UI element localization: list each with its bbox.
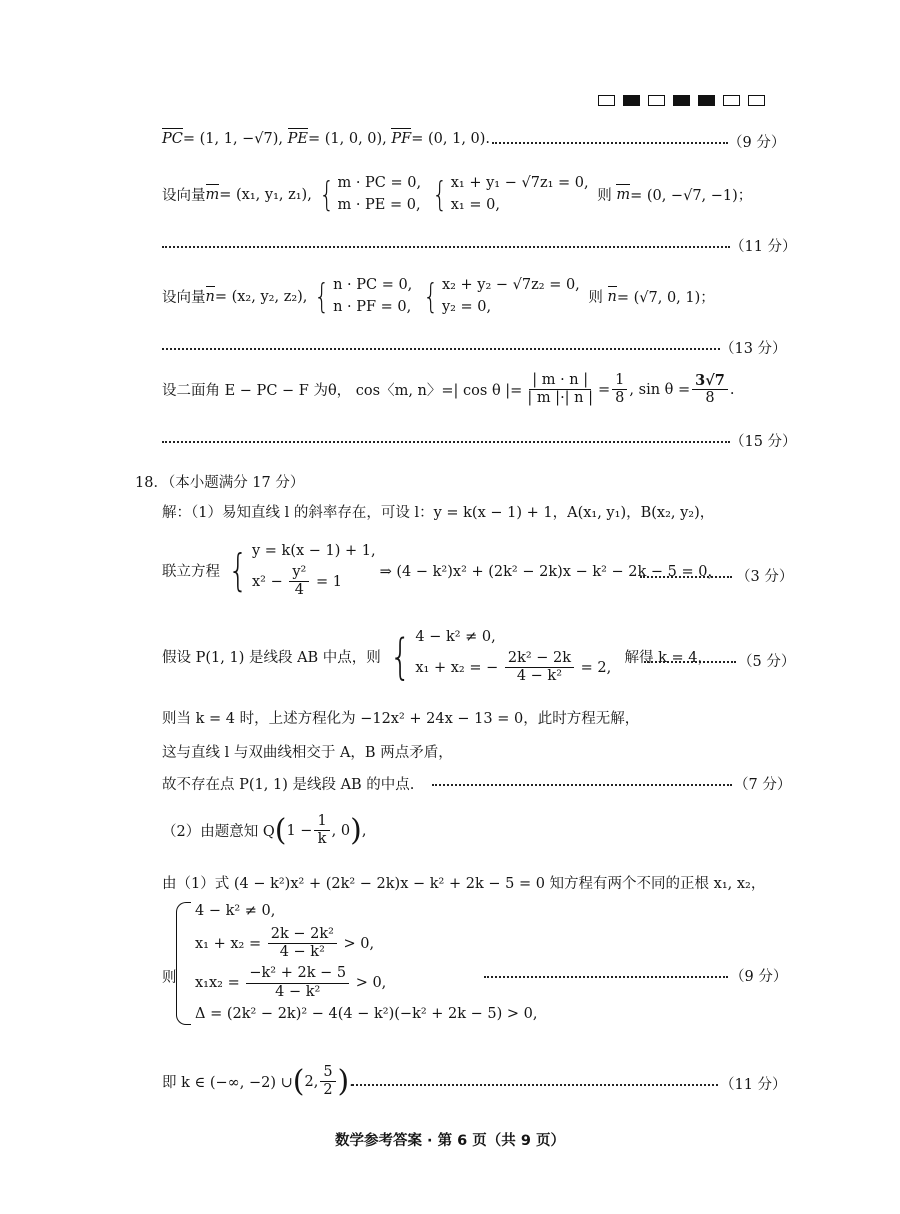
score-label: （11 分） bbox=[720, 1077, 787, 1093]
fraction-denominator: | m |·| n | bbox=[527, 390, 594, 407]
equation-system: { x₁ + y₁ − √7z₁ = 0, x₁ = 0, bbox=[432, 174, 589, 215]
text: 设向量 bbox=[162, 188, 206, 205]
equation-line: x₁ = 0, bbox=[450, 196, 500, 213]
fraction bbox=[320, 1064, 335, 1100]
text: ⇒ (4 − k²)x² + (2k² − 2k)x − k² − 2k − 5 = 0， bbox=[379, 564, 722, 581]
text: x² − bbox=[252, 573, 288, 590]
q17-normal-n-line bbox=[162, 276, 715, 317]
marker-square bbox=[648, 95, 665, 106]
q18-contradiction: 这与直线 l 与双曲线相交于 A，B 两点矛盾， bbox=[162, 745, 453, 761]
fraction bbox=[246, 965, 349, 1001]
text: 则 bbox=[597, 188, 612, 205]
fraction-numerator: 1 bbox=[314, 813, 329, 831]
vec-pc-value: = (1, 1, −√7), bbox=[182, 131, 284, 147]
q18-k-range: 即 k ∈ (−∞, −2) ∪ ( 2, $\frac{5}{2}$ ) . bbox=[162, 1063, 354, 1099]
q18-part1-setup: 解：（1）易知直线 l 的斜率存在，可设 l：y = k(x − 1) + 1，A(x₁, y₁)，B(x₂, y₂)， bbox=[162, 505, 715, 521]
equation-line: y = k(x − 1) + 1, bbox=[252, 543, 376, 559]
equation-line: 4 − k² ≠ 0, bbox=[415, 629, 496, 645]
score-label: （9 分） bbox=[730, 969, 788, 985]
equation-line: Δ = (2k² − 2k)² − 4(4 − k²)(−k² + 2k − 5) > 0, bbox=[195, 1006, 538, 1023]
text: , 0 bbox=[331, 822, 351, 839]
leader-dots bbox=[162, 441, 730, 443]
vec-pf: PF bbox=[391, 131, 412, 147]
fraction-numerator: y² bbox=[289, 564, 309, 582]
equation-line bbox=[252, 564, 376, 600]
text: = (x₁, y₁, z₁), bbox=[219, 186, 312, 203]
score-label: （13 分） bbox=[720, 341, 787, 357]
vec-m: m bbox=[616, 186, 631, 203]
score-label: （15 分） bbox=[730, 434, 797, 450]
text: 则 bbox=[588, 290, 603, 307]
fraction-numerator: 1 bbox=[612, 372, 627, 390]
equation-line bbox=[195, 926, 538, 962]
fraction-denominator: 8 bbox=[705, 390, 715, 407]
q18-positive-roots-condition: 由（1）式 (4 − k²)x² + (2k² − 2k)x − k² + 2k − 5 = 0 知方程有两个不同的正根 x₁, x₂， bbox=[162, 876, 766, 892]
fraction-numerator: | m · n | bbox=[529, 372, 591, 390]
equation-system: { n · PC = 0, n · PF = 0, bbox=[314, 276, 413, 317]
vec-pf-value: = (0, 1, 0). bbox=[411, 131, 491, 147]
text: = (0, −√7, −1)； bbox=[630, 188, 753, 205]
text: 设二面角 E − PC − F 为θ， bbox=[162, 383, 352, 400]
text: 联立方程 bbox=[162, 564, 220, 581]
marker-square bbox=[598, 95, 615, 106]
leader-dots bbox=[644, 661, 736, 663]
text: = bbox=[598, 381, 611, 398]
equation-line: x₁ + y₁ − √7z₁ = 0, bbox=[450, 175, 589, 191]
fraction-denominator: 4 − k² bbox=[275, 983, 321, 1000]
text: = (x₂, y₂, z₂), bbox=[214, 288, 308, 305]
text: 则 bbox=[162, 970, 177, 986]
fraction-denominator: k bbox=[317, 831, 327, 848]
fraction bbox=[692, 372, 728, 408]
text: x₁ + x₂ = bbox=[195, 935, 266, 952]
marker-square bbox=[698, 95, 715, 106]
q18-midpoint-assumption bbox=[162, 628, 712, 685]
marker-square bbox=[723, 95, 740, 106]
leader-dots bbox=[162, 348, 720, 350]
leader-dots bbox=[492, 142, 728, 144]
equation-system bbox=[162, 902, 538, 1025]
text: = 1 bbox=[315, 573, 342, 590]
equation-system: { y = k(x − 1) + 1, x² − $\frac{\text{y²}}{4}$ = 1 bbox=[228, 543, 376, 598]
text: . bbox=[349, 1073, 354, 1090]
marker-square bbox=[623, 95, 640, 106]
equation-system: { m · PC = 0, m · PE = 0, bbox=[319, 174, 422, 215]
text: , sin θ = bbox=[629, 381, 691, 398]
text: . bbox=[729, 381, 735, 398]
fraction-denominator: 8 bbox=[615, 390, 625, 407]
fraction-numerator: 2k² − 2k bbox=[505, 650, 574, 668]
fraction bbox=[524, 372, 596, 408]
equation-line bbox=[195, 965, 538, 1001]
q18-heading: 18．（本小题满分 17 分） bbox=[135, 475, 305, 491]
fraction-numerator: −k² + 2k − 5 bbox=[246, 965, 349, 983]
text: 解得 k = 4， bbox=[624, 650, 712, 667]
fraction-numerator: 3√7 bbox=[692, 372, 728, 390]
leader-dots bbox=[484, 976, 728, 978]
score-label: （3 分） bbox=[736, 569, 794, 585]
q17-vectors-line bbox=[162, 131, 490, 147]
equation-line: n · PF = 0, bbox=[333, 298, 412, 315]
score-label: （11 分） bbox=[730, 239, 797, 255]
q18-simultaneous-line bbox=[162, 542, 722, 599]
equation-line bbox=[415, 650, 611, 686]
text: （2）由题意知 Q bbox=[162, 824, 275, 841]
text: = 2, bbox=[580, 659, 612, 676]
header-marker-squares bbox=[598, 95, 765, 106]
vec-pe: PE bbox=[287, 131, 308, 147]
leader-dots bbox=[162, 246, 730, 248]
brace bbox=[176, 902, 191, 1025]
equation-line: m · PC = 0, bbox=[337, 175, 422, 191]
text: > 0, bbox=[343, 935, 375, 952]
q18-k4-substitution: 则当 k = 4 时，上述方程化为 −12x² + 24x − 13 = 0，此时方程无解， bbox=[162, 711, 640, 727]
equation-system: { 4 − k² ≠ 0, x₁ + x₂ = − $\frac{\text{2k² − 2k}}{\text{4 − k²}}$ = 2, bbox=[389, 628, 612, 685]
fraction-denominator: 4 − k² bbox=[516, 667, 563, 684]
marker-square bbox=[748, 95, 765, 106]
q17-dihedral-angle-line bbox=[162, 372, 734, 408]
text: > 0, bbox=[355, 975, 387, 992]
fraction-numerator: 2k − 2k² bbox=[268, 926, 337, 944]
fraction-denominator: 2 bbox=[323, 1082, 333, 1099]
text: 1 − bbox=[286, 822, 313, 839]
equation-line: x₂ + y₂ − √7z₂ = 0, bbox=[441, 277, 580, 293]
text: = (√7, 0, 1)； bbox=[616, 290, 715, 307]
text: , bbox=[361, 822, 367, 839]
page-footer: 数学参考答案 · 第 6 页（共 9 页） bbox=[335, 1133, 565, 1149]
leader-dots bbox=[640, 576, 732, 578]
q17-normal-m-line bbox=[162, 174, 752, 215]
fraction bbox=[314, 813, 329, 849]
equation-line: y₂ = 0, bbox=[441, 298, 492, 315]
fraction bbox=[289, 564, 309, 600]
equation-line: n · PC = 0, bbox=[333, 277, 413, 293]
text: 设向量 bbox=[162, 290, 206, 307]
text: x₁ + x₂ = − bbox=[415, 659, 499, 676]
leader-dots bbox=[352, 1084, 718, 1086]
vec-n: n bbox=[205, 288, 215, 305]
score-label: （7 分） bbox=[734, 777, 792, 793]
score-label: （5 分） bbox=[738, 654, 796, 670]
equation-line: m · PE = 0, bbox=[337, 196, 421, 213]
vec-m: m bbox=[205, 186, 220, 203]
text: x₁x₂ = bbox=[195, 975, 245, 992]
fraction-numerator: 5 bbox=[320, 1064, 335, 1082]
fraction-denominator: 4 − k² bbox=[279, 943, 325, 960]
score-label: （9 分） bbox=[728, 135, 786, 151]
equation-system: { x₂ + y₂ − √7z₂ = 0, y₂ = 0, bbox=[423, 276, 580, 317]
text: 2, bbox=[304, 1073, 319, 1090]
q18-part2-q-point: （2）由题意知 Q ( 1 − $\frac{1}{k}$ , 0 ) , bbox=[162, 812, 367, 848]
vec-pe-value: = (1, 0, 0), bbox=[308, 131, 387, 147]
equation-line: 4 − k² ≠ 0, bbox=[195, 903, 276, 919]
text: 即 k ∈ (−∞, −2) ∪ bbox=[162, 1075, 293, 1092]
vec-n: n bbox=[607, 288, 617, 305]
leader-dots bbox=[432, 784, 732, 786]
q18-conclusion-part1: 故不存在点 P(1, 1) 是线段 AB 的中点. bbox=[162, 777, 415, 793]
fraction-denominator: 4 bbox=[294, 581, 304, 598]
text: cos〈m, n〉=| cos θ |= bbox=[355, 383, 523, 400]
vec-pc: PC bbox=[162, 131, 183, 147]
fraction bbox=[612, 372, 627, 408]
text: 假设 P(1, 1) 是线段 AB 中点，则 bbox=[162, 650, 381, 667]
fraction bbox=[505, 650, 574, 686]
fraction bbox=[268, 926, 337, 962]
marker-square bbox=[673, 95, 690, 106]
